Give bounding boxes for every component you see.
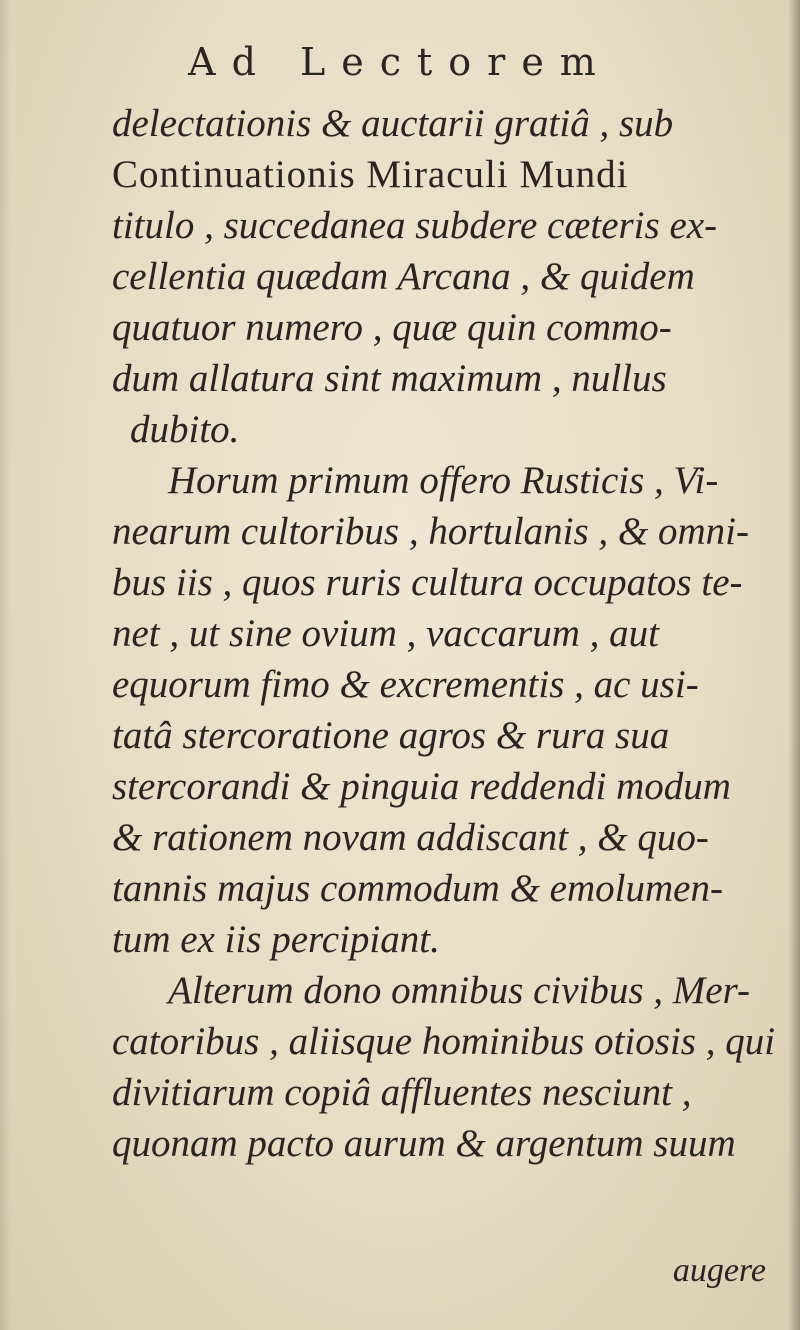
text-line: tatâ stercoratione agros & rura sua bbox=[112, 714, 670, 757]
running-head: Ad Lectorem bbox=[188, 40, 612, 84]
text-line: tum ex iis percipiant. bbox=[112, 918, 440, 961]
text-line: quonam pacto aurum & argentum suum bbox=[112, 1122, 736, 1165]
page-left-shadow bbox=[0, 0, 10, 1330]
text-line: nearum cultoribus , hortulanis , & omni- bbox=[112, 510, 750, 553]
text-line: equorum fimo & excrementis , ac usi- bbox=[112, 663, 699, 706]
text-line: quatuor numero , quæ quin commo- bbox=[112, 306, 672, 349]
paragraph-start: Alterum dono omnibus civibus , Mer- bbox=[168, 969, 750, 1012]
text-line: dum allatura sint maximum , nullus bbox=[112, 357, 667, 400]
text-line: delectationis & auctarii gratiâ , sub bbox=[112, 102, 674, 145]
body-text bbox=[112, 98, 780, 1169]
text-line: stercorandi & pinguia reddendi modum bbox=[112, 765, 731, 808]
text-line: Continuationis Miraculi Mundi bbox=[112, 153, 629, 196]
paragraph-start: Horum primum offero Rusticis , Vi- bbox=[168, 459, 719, 502]
text-line: catoribus , aliisque hominibus otiosis , qui bbox=[112, 1020, 776, 1063]
text-line: dubito. bbox=[130, 408, 240, 451]
catchword: augere bbox=[672, 1252, 766, 1289]
text-line: tannis majus commodum & emolumen- bbox=[112, 867, 723, 910]
text-line: & rationem novam addiscant , & quo- bbox=[112, 816, 709, 859]
text-line: net , ut sine ovium , vaccarum , aut bbox=[112, 612, 659, 655]
page-right-edge bbox=[788, 0, 800, 1330]
text-line: bus iis , quos ruris cultura occupatos te- bbox=[112, 561, 743, 604]
text-line: divitiarum copiâ affluentes nesciunt , bbox=[112, 1071, 692, 1114]
text-line: titulo , succedanea subdere cæteris ex- bbox=[112, 204, 718, 247]
text-line: cellentia quædam Arcana , & quidem bbox=[112, 255, 695, 298]
